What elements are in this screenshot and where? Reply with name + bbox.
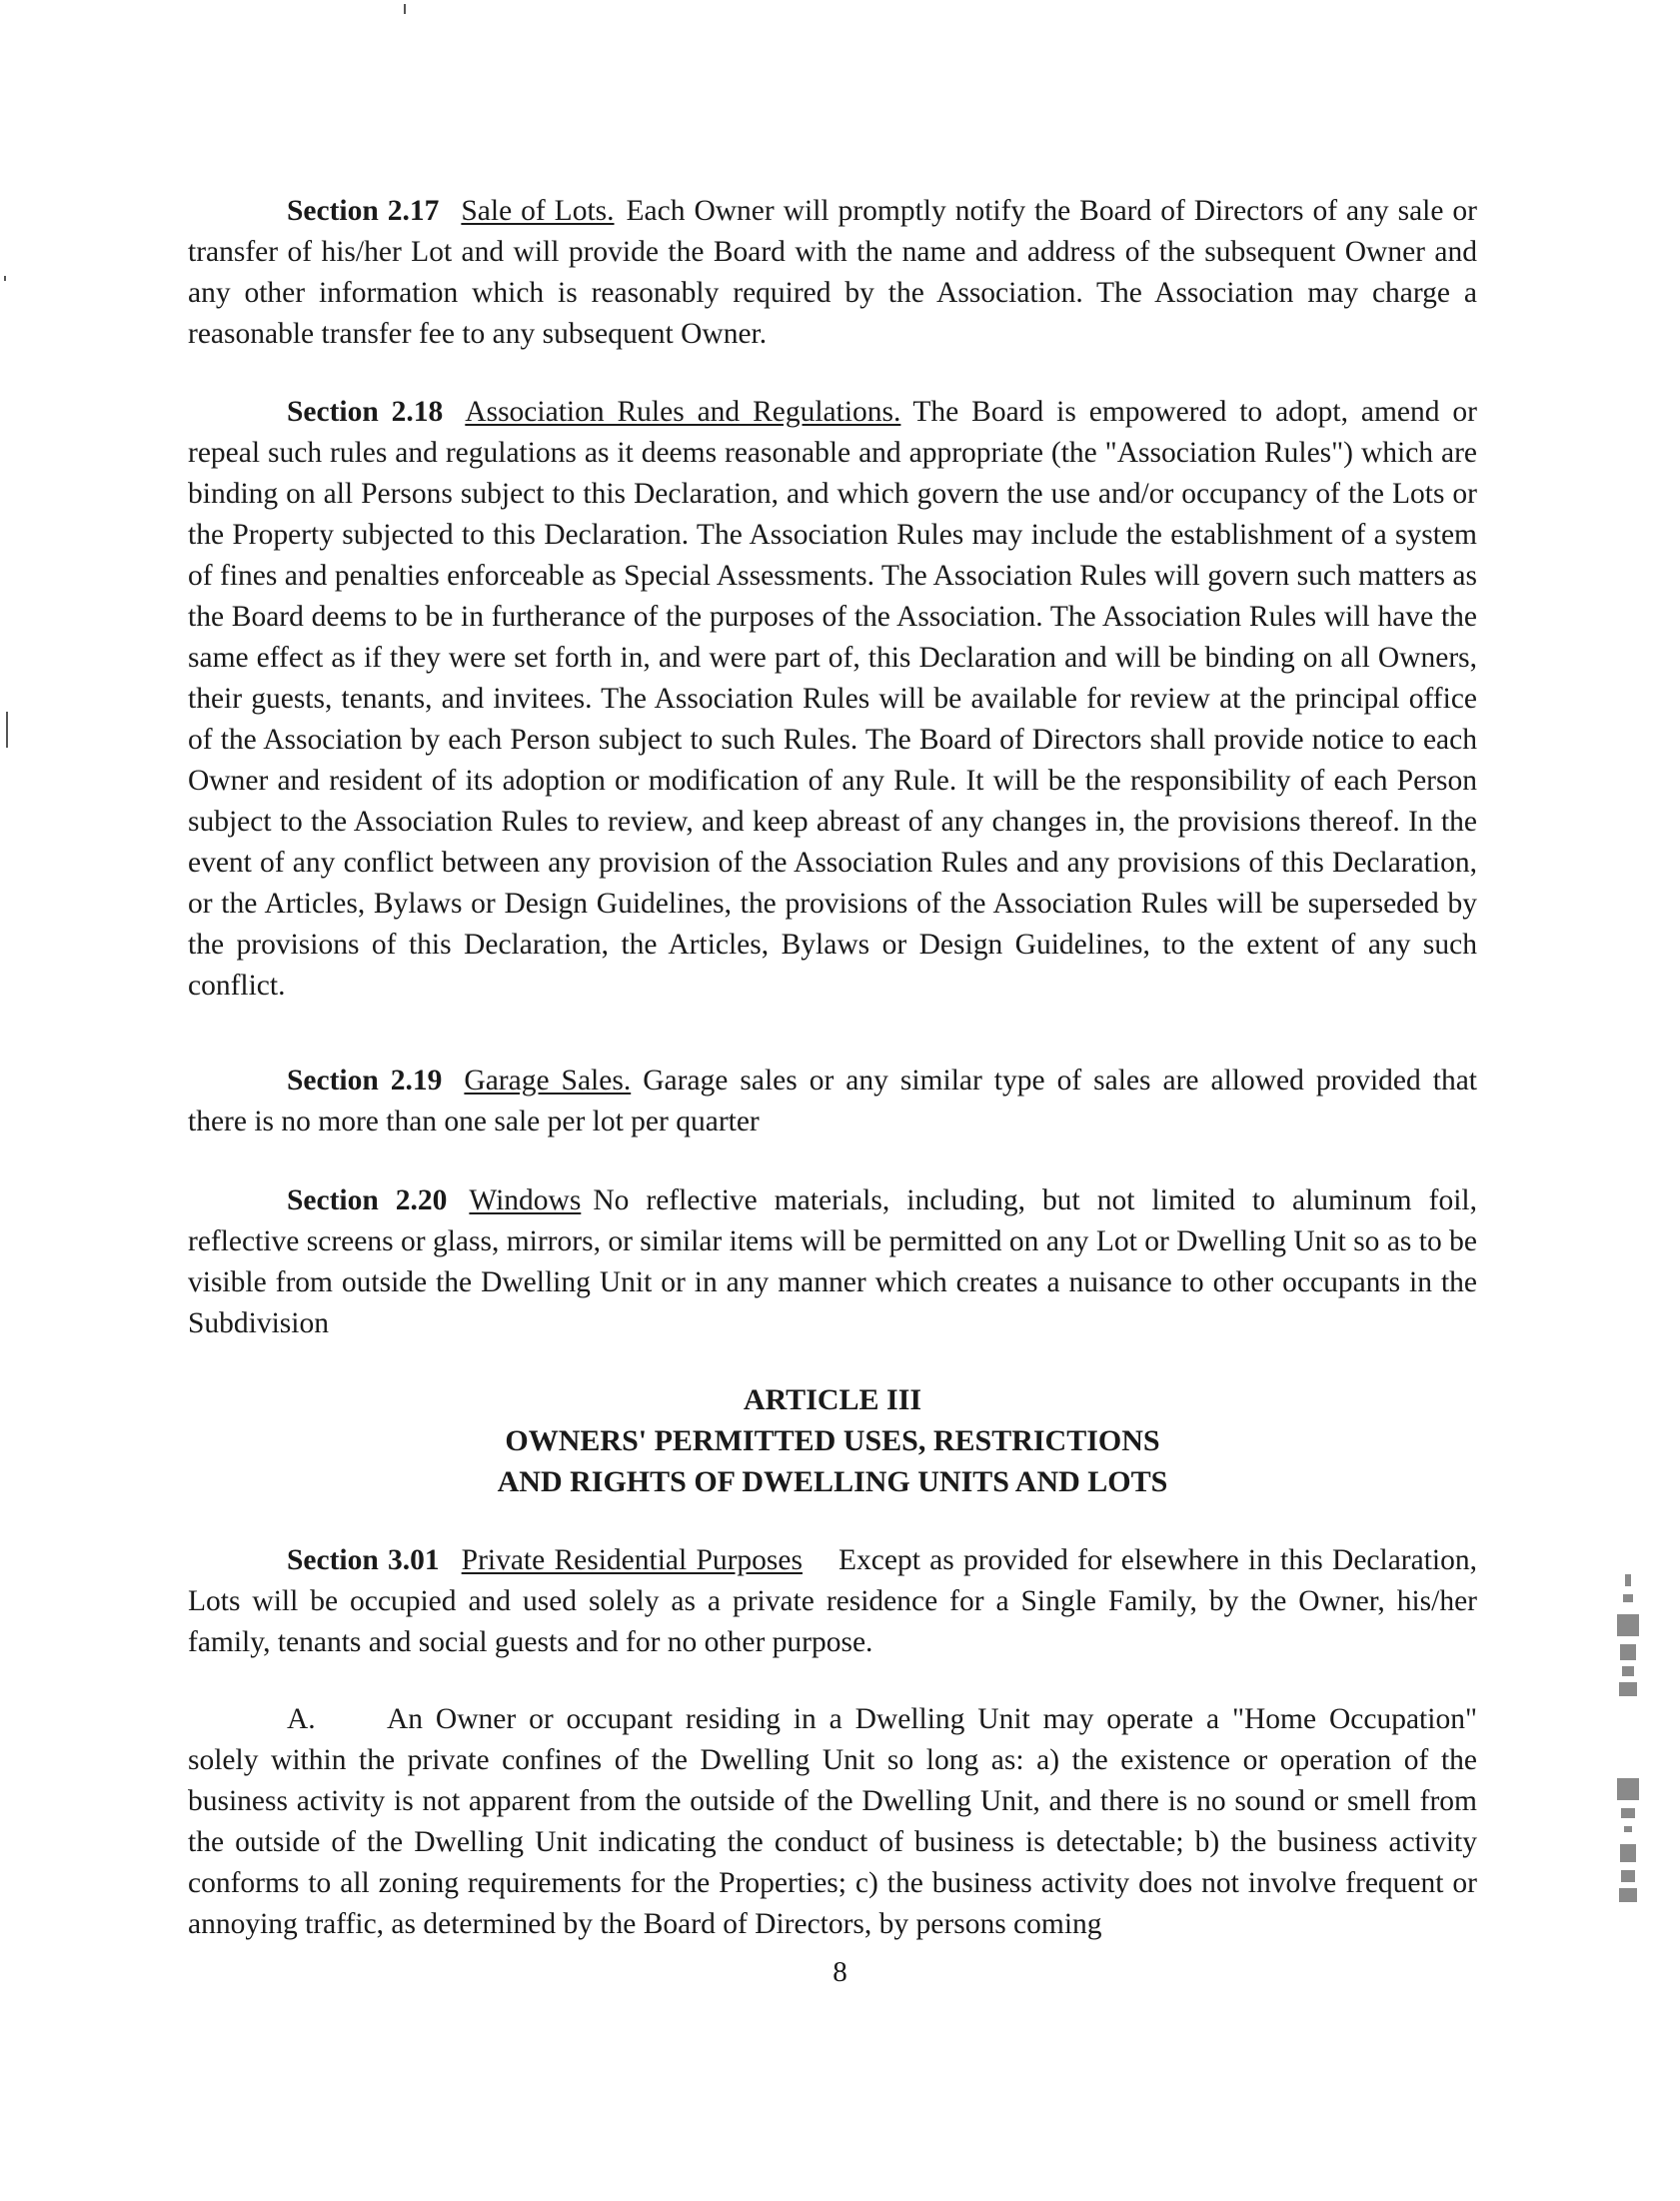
- subsection-a: [188, 1699, 1477, 1945]
- article-heading: [188, 1379, 1477, 1502]
- section-number: Section 2.17: [287, 195, 440, 227]
- section-title: Private Residential Purposes: [461, 1544, 803, 1576]
- section-title: Sale of Lots.: [461, 195, 615, 227]
- section-body: No reflective materials, including, but not limited to aluminum foil, reflective screens or glass, mirrors, or similar items will be permitted on any Lot or Dwelling Unit so as to be visible from outside the Dwelling Unit or in any manner which creates a nuisance to other occupants in the Subdivision: [188, 1184, 1477, 1339]
- section-number: Section 3.01: [287, 1544, 440, 1576]
- scan-mark-left-bar: [6, 712, 8, 748]
- scan-mark-top: [404, 4, 406, 14]
- section-body: Each Owner will promptly notify the Board of Directors of any sale or transfer of his/her Lot and will provide the Board with the name and address of the subsequent Owner and any other information which is reasonably required by the Association. The Association may charge a reasonable transfer fee to any subsequent Owner.: [188, 195, 1478, 350]
- section-title: Windows: [469, 1184, 582, 1216]
- page-number: 8: [833, 1956, 847, 1988]
- scan-mark-left: [4, 276, 6, 281]
- article-title-line-1: OWNERS' PERMITTED USES, RESTRICTIONS: [505, 1424, 1160, 1457]
- subsection-body: An Owner or occupant residing in a Dwelling Unit may operate a "Home Occupation" solely within the private confines of the Dwelling Unit so long as: a) the existence or operation of the business activity is not apparent from the outside of the Dwelling Unit, and there is no sound or smell from the outside of the Dwelling Unit indicating the conduct of business is detectable; b) the business activity conforms to all zoning requirements for the Properties; c) the business activity does not involve frequent or annoying traffic, as determined by the Board of Directors, by persons coming: [188, 1703, 1477, 1940]
- section-body: Except as provided for elsewhere in this Declaration, Lots will be occupied and used solely as a private residence for a Single Family, by the Owner, his/her family, tenants and social guests and for no other purpose.: [188, 1544, 1477, 1658]
- section-body: The Board is empowered to adopt, amend or repeal such rules and regulations as it deems reasonable and appropriate (the "Association Rules") which are binding on all Persons subject to this Declaration, and which govern the use and/or occupancy of the Lots or the Property subjected to this Declaration. The Association Rules may include the establishment of a system of fines and penalties enforceable as Special Assessments. The Association Rules will govern such matters as the Board deems to be in furtherance of the purposes of the Association. The Association Rules will have the same effect as if they were set forth in, and were part of, this Declaration and will be binding on all Owners, their guests, tenants, and invitees. The Association Rules will be available for review at the principal office of the Association by each Person subject to such Rules. The Board of Directors shall provide notice to each Owner and resident of its adoption or modification of any Rule. It will be the responsibility of each Person subject to the Association Rules to review, and keep abreast of any changes in, the provisions thereof. In the event of any conflict between any provision of the Association Rules and any provisions of this Declaration, or the Articles, Bylaws or Design Guidelines, the provisions of the Association Rules will be superseded by the provisions of this Declaration, the Articles, Bylaws or Design Guidelines, to the extent of any such conflict.: [188, 396, 1477, 1002]
- section-title: Association Rules and Regulations.: [465, 396, 901, 428]
- section-title: Garage Sales.: [464, 1065, 632, 1097]
- section-3-01: [188, 1540, 1477, 1663]
- section-number: Section 2.19: [287, 1065, 443, 1097]
- section-2-17: [188, 191, 1477, 355]
- article-number: ARTICLE III: [743, 1383, 922, 1416]
- article-title-line-2: AND RIGHTS OF DWELLING UNITS AND LOTS: [497, 1465, 1168, 1498]
- section-2-19: [188, 1061, 1477, 1142]
- section-2-20: [188, 1180, 1477, 1344]
- section-body: Garage sales or any similar type of sales are allowed provided that there is no more than one sale per lot per quarter: [188, 1065, 1477, 1137]
- recording-stamp-image: [1617, 1574, 1643, 1904]
- section-number: Section 2.18: [287, 396, 444, 428]
- section-2-18: [188, 392, 1477, 1007]
- section-number: Section 2.20: [287, 1184, 448, 1216]
- subsection-letter: A.: [287, 1703, 316, 1735]
